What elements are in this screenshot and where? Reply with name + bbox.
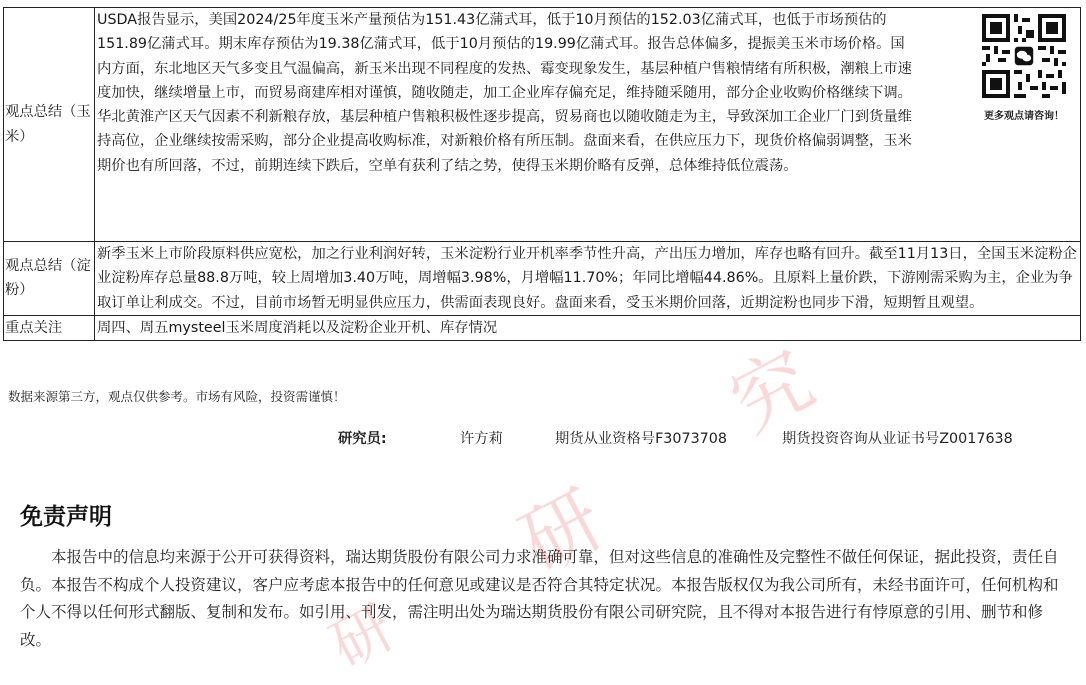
watermark-char: 究 [716,334,828,451]
researcher-role: 研究员: [338,431,387,447]
qr-caption: 更多观点请咨询！ [984,111,1064,122]
watermark-char: 研 [506,474,618,591]
qr-code-block [982,14,1066,131]
corn-summary-text: USDA报告显示，美国2024/25年度玉米产量预估为151.43亿蒲式耳，低于10月预估的152.03亿蒲式耳，也低于市场预估的151.89亿蒲式耳。期末库存预估为19.38亿蒲式耳，低于10月预估的19.99亿蒲式耳。报告总体偏多，提振美玉米市场价格。国内方面，东北地区天气多变且气温偏高，新玉米出现不同程度的发热、霉变现象发生，基层种植户售粮情绪有所积极，潮粮上市速度加快，继续增量上市，而贸易商建库相对谨慎，随收随走，加工企业库存偏充足，维持随采随用，部分企业收购价格继续下调。华北黄淮产区天气因素不利新粮存放，基层种植户售粮积极性逐步提高，贸易商也以随收随走为主，导致深加工企业厂门到货量维持高位，企业继续按需采购，部分企业提高收购标准，对新粮价格有所压制。盘面来看，在供应压力下，现货价格偏弱调整，玉米期价也有所回落，不过，前期连续下跌后，空单有获利了结之势，使得玉米期价略有反弹，总体维持低位震荡。 [97,12,912,174]
table-row-starch [4,242,1081,316]
summary-table [3,7,1081,341]
row-content-corn [95,8,1081,242]
starch-summary-text: 新季玉米上市阶段原料供应宽松，加之行业利润好转，玉米淀粉行业开机率季节性升高，产出压力增加，库存也略有回升。截至11月13日，全国玉米淀粉企业淀粉库存总量88.8万吨，较上周增加3.40万吨，周增幅3.98%，月增幅11.70%；年同比增幅44.86%。且原料上量价跌，下游刚需采购为主，企业为争取订单让利成交。不过，目前市场暂无明显供应压力，供需面表现良好。盘面来看，受玉米期价回落，近期淀粉也同步下滑，短期暂且观望。 [95,242,1081,316]
focus-text: 周四、周五mysteel玉米周度消耗以及淀粉企业开机、库存情况 [95,315,1081,340]
row-label-focus: 重点关注 [4,315,95,340]
watermark-char: 研 [319,592,406,683]
row-label-corn: 观点总结（玉米） [4,8,95,242]
researcher-name: 许方莉 [460,431,503,447]
table-row-focus [4,315,1081,340]
table-row-corn [4,8,1081,242]
consulting-certificate: 期货投资咨询从业证书号Z0017638 [782,431,1013,447]
qr-code-icon [982,14,1066,98]
futures-qualification: 期货从业资格号F3073708 [555,431,727,447]
disclaimer-body: 本报告中的信息均来源于公开可获得资料，瑞达期货股份有限公司力求准确可靠，但对这些信息的准确性及完整性不做任何保证，据此投资，责任自负。本报告不构成个人投资建议，客户应考虑本报告中的任何意见或建议是否符合其特定状况。本报告版权仅为我公司所有，未经书面许可，任何机构和个人不得以任何形式翻版、复制和发布。如引用、刊发，需注明出处为瑞达期货股份有限公司研究院，且不得对本报告进行有悖原意的引用、删节和修改。 [20,548,1059,649]
row-label-starch: 观点总结（淀粉） [4,242,95,316]
source-note: 数据来源第三方，观点仅供参考。市场有风险，投资需谨慎！ [8,389,346,404]
disclaimer-title: 免责声明 [20,504,112,530]
